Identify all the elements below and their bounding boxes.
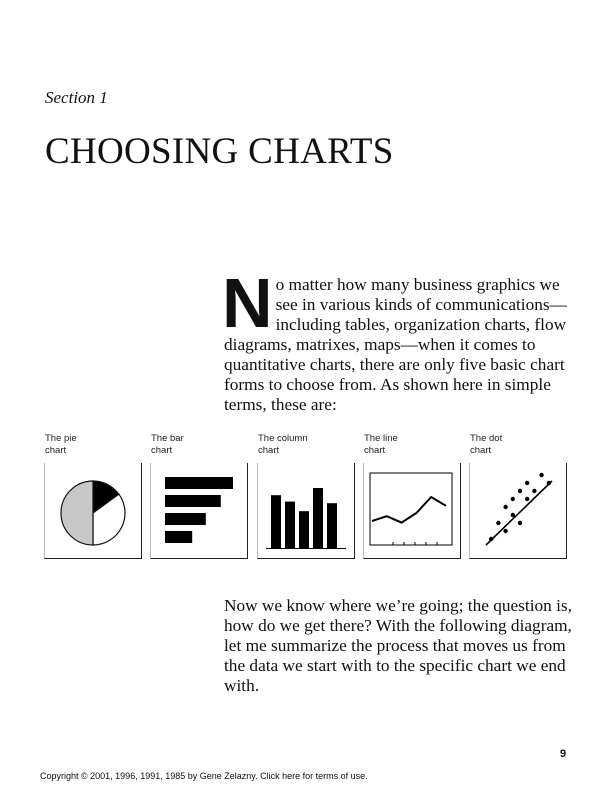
scatter-dot [525, 497, 529, 501]
scatter-dot [518, 489, 522, 493]
pie-chart-cell [40, 432, 140, 560]
page-title: CHOOSING CHARTS [45, 131, 394, 172]
copyright-text: Copyright © 2001, 1996, 1991, 1985 by Gene Zelazny. [40, 771, 258, 781]
drop-cap: N [222, 264, 273, 342]
section-label: Section 1 [45, 88, 108, 107]
bar-chart-label: The bar chart [151, 433, 184, 456]
scatter-dot [511, 497, 515, 501]
intro-text: o matter how many business graphics we see in various kinds of communications—including tables, organization charts, flow diagrams, matrixes, maps—when it comes to quantitative charts, there are only five basic chart forms to choose from. As shown here in simple terms, these are: [224, 275, 567, 414]
pie-slice [61, 481, 93, 545]
column-chart-label: The column chart [258, 433, 308, 456]
column-chart-cell [253, 432, 353, 560]
line-series [372, 497, 446, 523]
scatter-dot [503, 529, 507, 533]
copyright-footer [40, 771, 368, 781]
column-bar [271, 495, 281, 548]
bar [165, 495, 221, 507]
dot-chart-frame [469, 463, 567, 559]
column-bar [285, 502, 295, 548]
bar [165, 531, 192, 543]
pie-chart-label: The pie chart [45, 433, 77, 456]
scatter-dot [539, 473, 543, 477]
dot-chart-cell [465, 432, 565, 560]
page-number: 9 [560, 748, 567, 760]
scatter-dot [532, 489, 536, 493]
bar-chart-cell [146, 432, 246, 560]
dot-chart [470, 463, 566, 558]
line-chart [364, 463, 460, 558]
column-chart-frame [257, 463, 355, 559]
bar-chart [151, 463, 247, 558]
chart-strip [40, 432, 570, 560]
bar [165, 513, 206, 525]
pie-chart-frame [44, 463, 142, 559]
terms-of-use-link[interactable]: Click here for terms of use. [260, 771, 368, 781]
line-chart-frame [363, 463, 461, 559]
column-bar [327, 503, 337, 548]
plot-frame [370, 473, 452, 545]
pie-chart [45, 463, 141, 558]
scatter-dot [503, 505, 507, 509]
scatter-dot [518, 521, 522, 525]
scatter-dot [525, 481, 529, 485]
intro-paragraph [222, 264, 569, 415]
bar [165, 477, 233, 489]
column-bar [299, 511, 309, 548]
column-chart [258, 463, 354, 558]
column-bar [313, 488, 323, 548]
line-chart-cell [359, 432, 459, 560]
line-chart-label: The line chart [364, 433, 398, 456]
dot-chart-label: The dot chart [470, 433, 503, 456]
scatter-dot [496, 521, 500, 525]
outro-paragraph: Now we know where we’re going; the question is, how do we get there? With the following diagram, let me summarize the process that moves us from the data we start with to the specific chart we end with. [224, 596, 572, 695]
bar-chart-frame [150, 463, 248, 559]
